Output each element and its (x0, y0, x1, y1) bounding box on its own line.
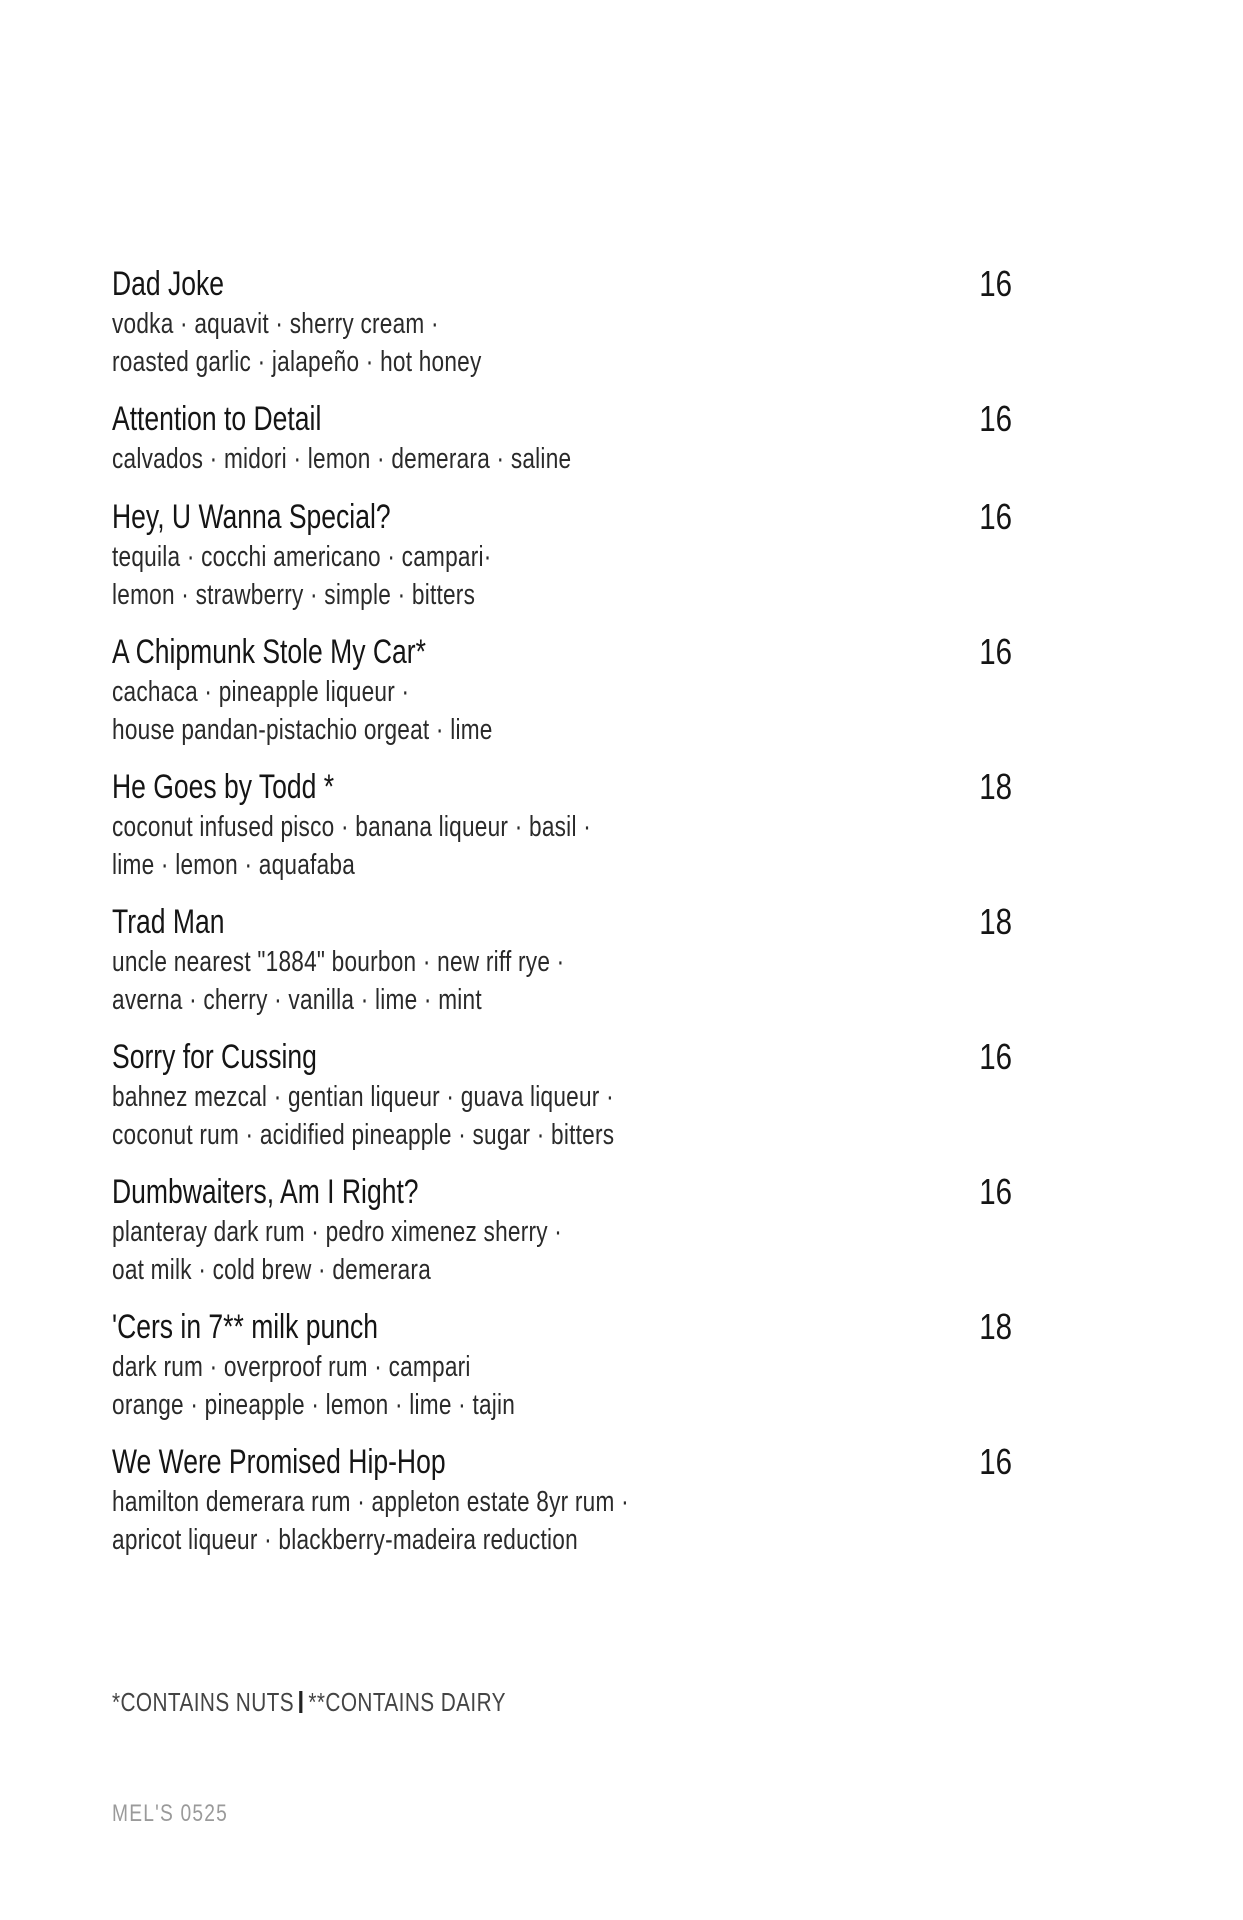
item-name: We Were Promised Hip-Hop (112, 1443, 446, 1481)
item-ingredients: tequila · cocchi americano · campari· (112, 541, 492, 573)
contains-dairy-note: **CONTAINS DAIRY (308, 1687, 506, 1717)
item-ingredients: hamilton demerara rum · appleton estate 8yr rum · (112, 1486, 629, 1518)
item-name: Dad Joke (112, 265, 225, 303)
item-ingredients: oat milk · cold brew · demerara (112, 1254, 432, 1286)
item-ingredients: calvados · midori · lemon · demerara · saline (112, 443, 572, 475)
footnote-divider (299, 1691, 302, 1713)
item-ingredients: planteray dark rum · pedro ximenez sherry · (112, 1216, 563, 1248)
item-ingredients: coconut rum · acidified pineapple · sugar · bitters (112, 1119, 615, 1151)
item-ingredients: apricot liqueur · blackberry-madeira reduction (112, 1524, 578, 1556)
item-ingredients: bahnez mezcal · gentian liqueur · guava liqueur · (112, 1081, 614, 1113)
item-name: Sorry for Cussing (112, 1038, 317, 1076)
item-ingredients: dark rum · overproof rum · campari (112, 1351, 471, 1383)
item-ingredients: house pandan-pistachio orgeat · lime (112, 714, 493, 746)
item-price: 18 (979, 901, 1012, 942)
item-ingredients: uncle nearest "1884" bourbon · new riff rye · (112, 946, 565, 978)
item-ingredients: averna · cherry · vanilla · lime · mint (112, 984, 482, 1016)
allergen-footnote (112, 1685, 506, 1719)
item-ingredients: lime · lemon · aquafaba (112, 849, 356, 881)
item-price: 18 (979, 766, 1012, 807)
item-ingredients: orange · pineapple · lemon · lime · tajin (112, 1389, 516, 1421)
item-name: Trad Man (112, 903, 225, 941)
item-price: 16 (979, 398, 1012, 439)
item-name: Attention to Detail (112, 400, 322, 438)
item-name: 'Cers in 7** milk punch (112, 1308, 378, 1346)
item-ingredients: roasted garlic · jalapeño · hot honey (112, 346, 482, 378)
item-ingredients: vodka · aquavit · sherry cream · (112, 308, 439, 340)
item-price: 16 (979, 1171, 1012, 1212)
item-price: 16 (979, 1036, 1012, 1077)
item-price: 16 (979, 263, 1012, 304)
item-ingredients: coconut infused pisco · banana liqueur · basil · (112, 811, 591, 843)
item-price: 16 (979, 496, 1012, 537)
item-name: A Chipmunk Stole My Car* (112, 633, 426, 671)
item-ingredients: cachaca · pineapple liqueur · (112, 676, 410, 708)
item-price: 18 (979, 1306, 1012, 1347)
item-name: Dumbwaiters, Am I Right? (112, 1173, 419, 1211)
contains-nuts-note: *CONTAINS NUTS (112, 1687, 295, 1717)
item-name: Hey, U Wanna Special? (112, 498, 391, 536)
item-price: 16 (979, 1441, 1012, 1482)
menu-code: MEL'S 0525 (112, 1800, 228, 1827)
item-name: He Goes by Todd * (112, 768, 335, 806)
item-price: 16 (979, 631, 1012, 672)
item-ingredients: lemon · strawberry · simple · bitters (112, 579, 476, 611)
